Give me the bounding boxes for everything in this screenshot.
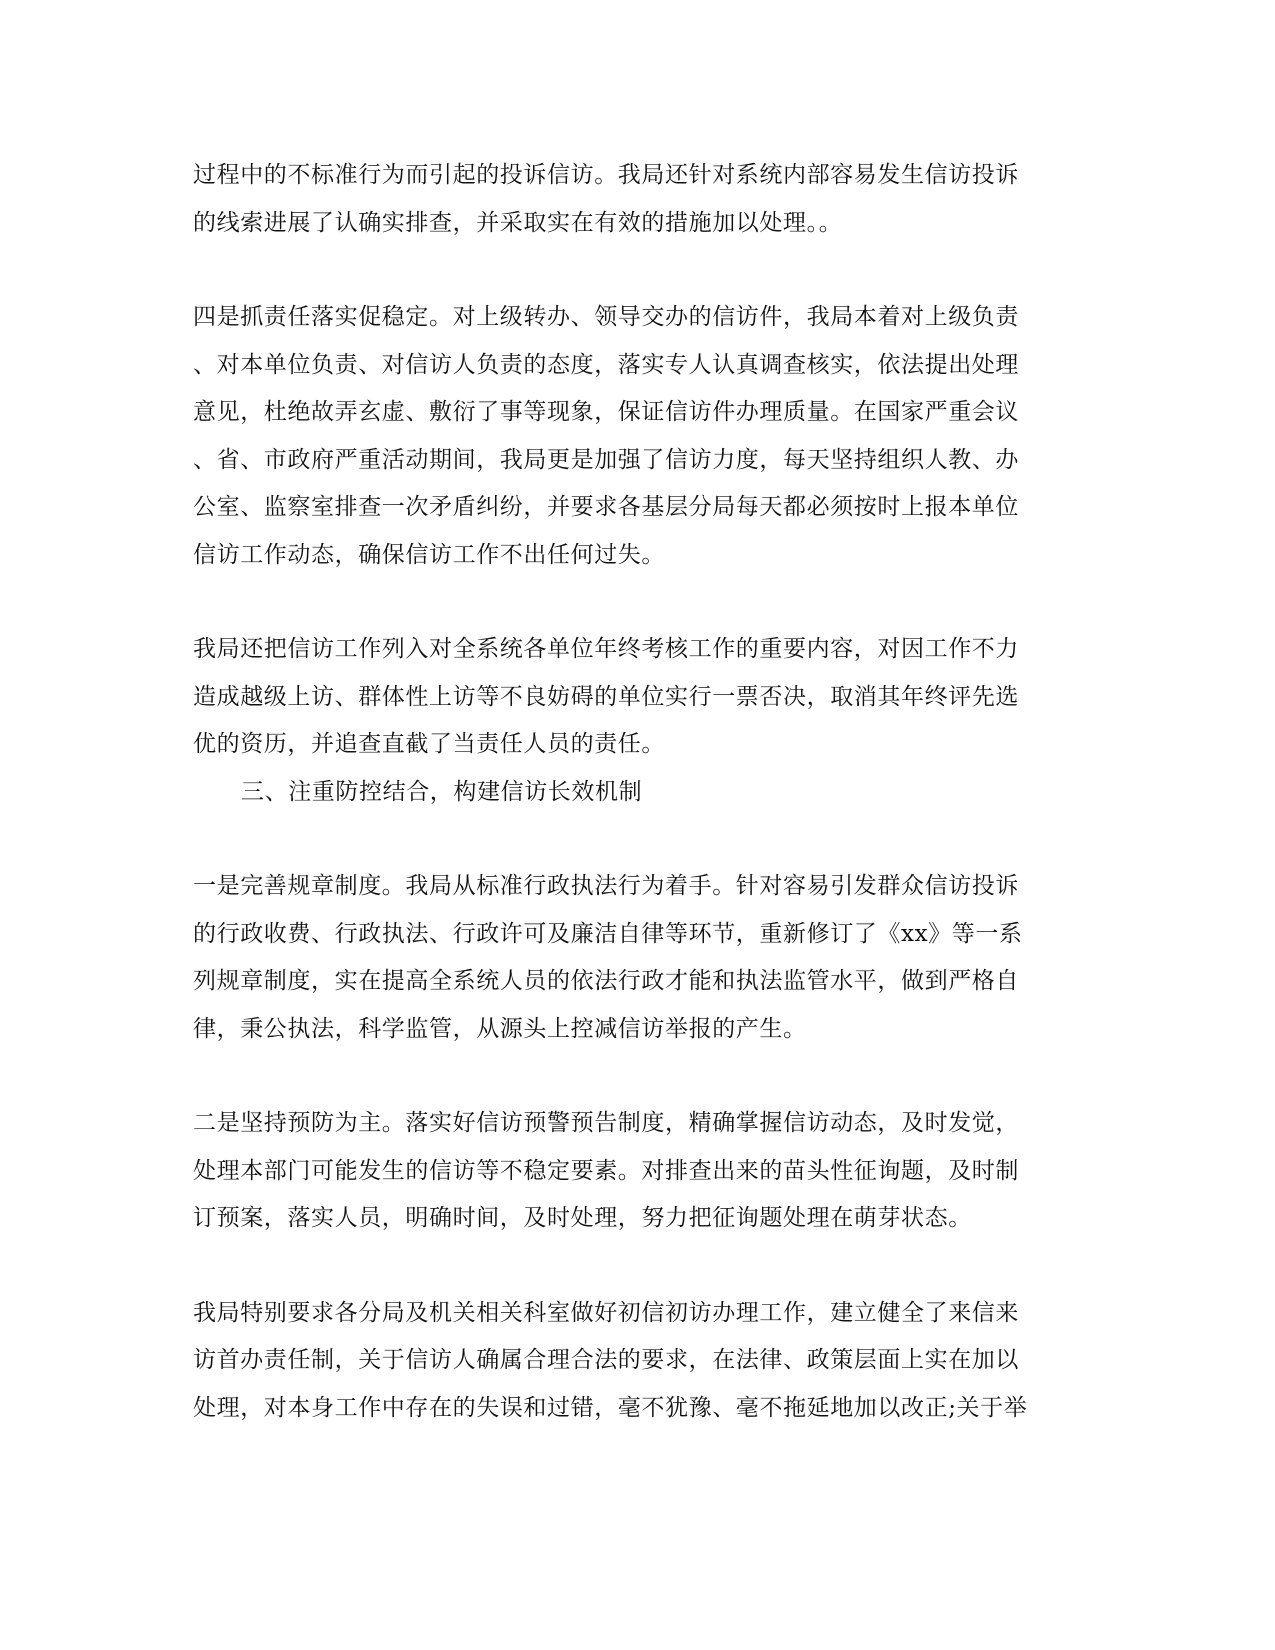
paragraph-5 (193, 1100, 1093, 1243)
text-line: 的行政收费、行政执法、行政许可及廉洁自律等环节，重新修订了《xx》等一系 (193, 920, 1023, 947)
text-line: 律，秉公执法，科学监管，从源头上控减信访举报的产生。 (193, 1015, 807, 1042)
text-line: 四是抓责任落实促稳定。对上级转办、领导交办的信访件，我局本着对上级负责 (193, 304, 1019, 330)
text-line: 处理，对本身工作中存在的失误和过错，毫不犹豫、毫不拖延地加以改正;关于举 (193, 1394, 1028, 1421)
text-line: 处理本部门可能发生的信访等不稳定要素。对排查出来的苗头性征询题，及时制 (193, 1157, 1019, 1184)
text-line: 造成越级上访、群体性上访等不良妨碍的单位实行一票否决，取消其年终评先选 (193, 683, 1019, 710)
text-line: 一是完善规章制度。我局从标准行政执法行为着手。针对容易引发群众信访投诉 (193, 873, 1019, 899)
document-body (193, 152, 1093, 1432)
text-line: 、省、市政府严重活动期间，我局更是加强了信访力度，每天坚持组织人教、办 (193, 446, 1019, 473)
text-line: 列规章制度，实在提高全系统人员的依法行政才能和执法监管水平，做到严格自 (193, 968, 1019, 994)
paragraph-3 (193, 626, 1093, 769)
paragraph-6 (193, 1290, 1093, 1433)
text-line: 意见，杜绝故弄玄虚、敷衍了事等现象，保证信访件办理质量。在国家严重会议 (193, 399, 1019, 425)
text-line: 信访工作动态，确保信访工作不出任何过失。 (193, 541, 665, 568)
text-line: 的线索进展了认确实排查，并采取实在有效的措施加以处理。。 (193, 209, 843, 236)
section-heading-text: 三、注重防控结合，构建信访长效机制 (241, 778, 643, 805)
text-line: 优的资历，并追查直截了当责任人员的责任。 (193, 731, 665, 757)
text-line: 二是坚持预防为主。落实好信访预警预告制度，精确掌握信访动态，及时发觉， (193, 1110, 1019, 1136)
paragraph-2 (193, 294, 1093, 579)
text-line: 、对本单位负责、对信访人负责的态度，落实专人认真调查核实，依法提出处理 (193, 351, 1019, 378)
text-line: 我局还把信访工作列入对全系统各单位年终考核工作的重要内容，对因工作不力 (193, 636, 1019, 662)
text-line: 过程中的不标准行为而引起的投诉信访。我局还针对系统内部容易发生信访投诉 (193, 162, 1019, 188)
text-line: 公室、监察室排查一次矛盾纠纷，并要求各基层分局每天都必须按时上报本单位 (193, 494, 1019, 520)
paragraph-4 (193, 863, 1093, 1053)
paragraph-1 (193, 152, 1093, 247)
section-heading (193, 769, 1093, 817)
text-line: 订预案，落实人员，明确时间，及时处理，努力把征询题处理在萌芽状态。 (193, 1205, 972, 1231)
text-line: 访首办责任制，关于信访人确属合理合法的要求，在法律、政策层面上实在加以 (193, 1347, 1019, 1373)
text-line: 我局特别要求各分局及机关相关科室做好初信初访办理工作，建立健全了来信来 (193, 1299, 1019, 1326)
